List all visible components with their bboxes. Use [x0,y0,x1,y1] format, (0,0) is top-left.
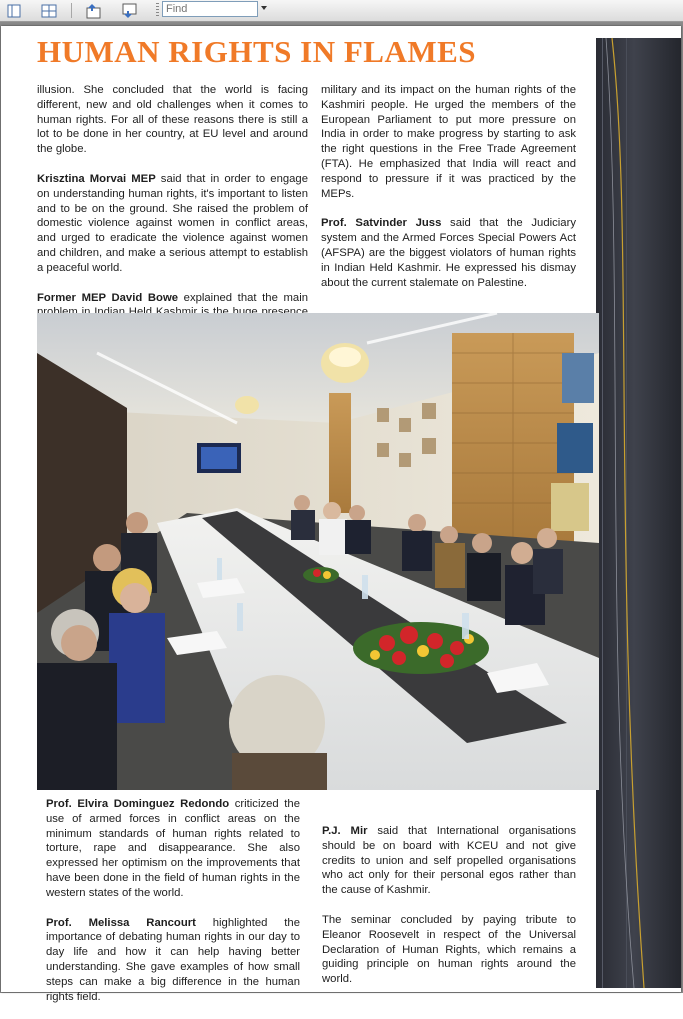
speaker-name: Former MEP David Bowe [37,291,179,304]
band-line [602,38,603,988]
paragraph-text: military and its impact on the human rights of the Kashmiri people. He urged the members of the European Parliament to put more pressure on India in order to make progress by starting to ask the right questions in the Free Trade Agreement (FTA). He emphasized that India will react and respond to pressure if it was practiced by the MEPs. [321,84,576,200]
paragraph [37,172,308,276]
paragraph-text: illusion. She concluded that the world is facing different, new and old challenges when it comes to human rights. For all of these reasons there is still a lot to be done in her country, at EU level and around the globe. [37,84,308,156]
previous-page-icon[interactable] [84,2,102,19]
paragraph-text: criticized the use of armed forces in conflict areas on the minimum standards of human rights related to torture, rape and disappearance. She also expressed her optimism on the improvements that have been done in the field of human rights in the western states of the world. [46,798,300,899]
text-column-bottom-right [322,824,576,1002]
gold-curve-icon [604,38,664,988]
conference-room-image [37,313,599,790]
paragraph-text: said that the Judiciary system and the Armed Forces Special Powers Act (AFSPA) are the biggest violators of human rights in Indian Held Kashmir. He expressed his dismay about the current stalemate on Palestine. [321,217,576,289]
viewer-toolbar [0,0,683,22]
article-title: HUMAN RIGHTS IN FLAMES [37,34,477,69]
paragraph-text: highlighted the importance of debating human rights in our day to day life and how it can help having better understanding. She gave examples of how small steps can make a big difference in the human rights field. [46,916,300,1003]
speaker-name: P.J. Mir [322,825,368,837]
speaker-name: Prof. Elvira Dominguez Redondo [46,798,230,810]
two-page-icon[interactable] [40,2,58,19]
paragraph [46,797,300,901]
find-options-icon[interactable] [261,6,267,10]
text-column-top-right [321,83,576,305]
paragraph [46,916,300,1005]
magazine-page [1,26,681,1003]
speaker-name: Prof. Melissa Rancourt [46,916,196,929]
paragraph [322,824,576,898]
paragraph [321,83,576,201]
paragraph-text: explained that the main [183,291,309,304]
text-column-bottom-left [46,797,300,1019]
document-viewport[interactable] [0,22,683,1003]
text-column-top-left [37,83,308,350]
paragraph [321,216,576,290]
single-page-icon[interactable] [5,2,23,19]
speaker-name: Krisztina Morvai MEP [37,172,156,185]
speaker-name: Prof. Satvinder Juss [321,217,442,230]
toolbar-separator [71,3,72,18]
conference-photo [37,313,599,790]
next-page-icon[interactable] [120,2,138,19]
paragraph-text: said that in order to engage on understanding human rights, it's important to listen and to be on the ground. She raised the problem of domestic violence against women in conflict areas, and urged to eradicate the violence against women and children, and make a serious attempt to establish a peaceful world. [37,172,308,274]
paragraph-text: said that International organisations should be on board with KCEU and not give credits to union and self propelled organisations who act only for their personal egos rather than the cause of Kashmir. [322,825,576,897]
toolbar-grip[interactable] [156,3,159,18]
paragraph [322,913,576,987]
find-input[interactable] [162,1,258,17]
paragraph-text: The seminar concluded by paying tribute to Eleanor Roosevelt in respect of the Universal Declaration of Human Rights, which remains a guiding principle on human rights around the world. [322,913,576,986]
decorative-side-band [596,38,681,988]
paragraph [37,83,308,157]
